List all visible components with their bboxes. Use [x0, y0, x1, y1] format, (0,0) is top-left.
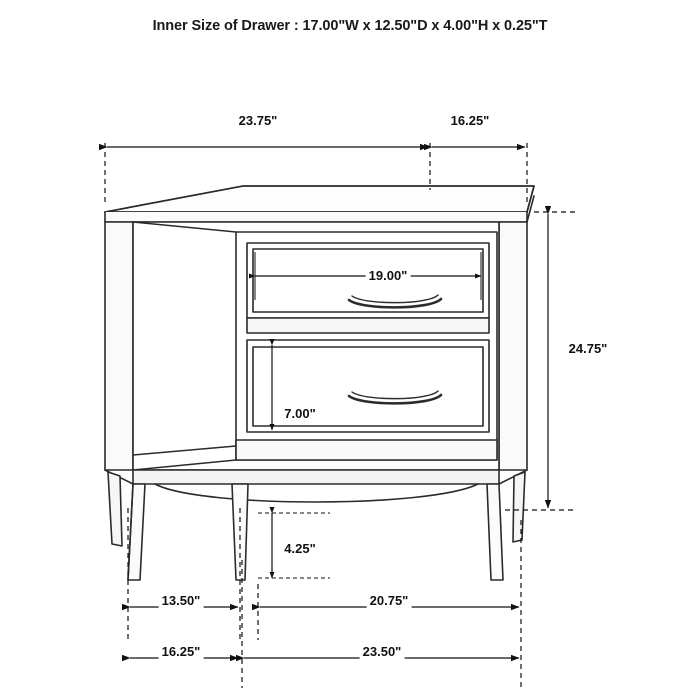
- dim-label-side-foot-depth: 13.50": [159, 594, 204, 608]
- dim-label-top-left-width: 23.75": [236, 114, 281, 128]
- dim-label-drawer-height: 7.00": [281, 407, 318, 421]
- nightstand-body: [105, 186, 534, 580]
- dim-label-front-foot-width: 20.75": [367, 594, 412, 608]
- dim-label-leg-height: 4.25": [281, 542, 318, 556]
- dim-label-base-width: 23.50": [360, 645, 405, 659]
- page-title: Inner Size of Drawer : 17.00"W x 12.50"D x 4.00"H x 0.25"T: [152, 18, 548, 34]
- dim-label-top-right-depth: 16.25": [448, 114, 493, 128]
- dim-label-overall-height: 24.75": [566, 342, 611, 356]
- dim-label-base-depth: 16.25": [159, 645, 204, 659]
- dim-label-drawer-inner-width: 19.00": [366, 269, 411, 283]
